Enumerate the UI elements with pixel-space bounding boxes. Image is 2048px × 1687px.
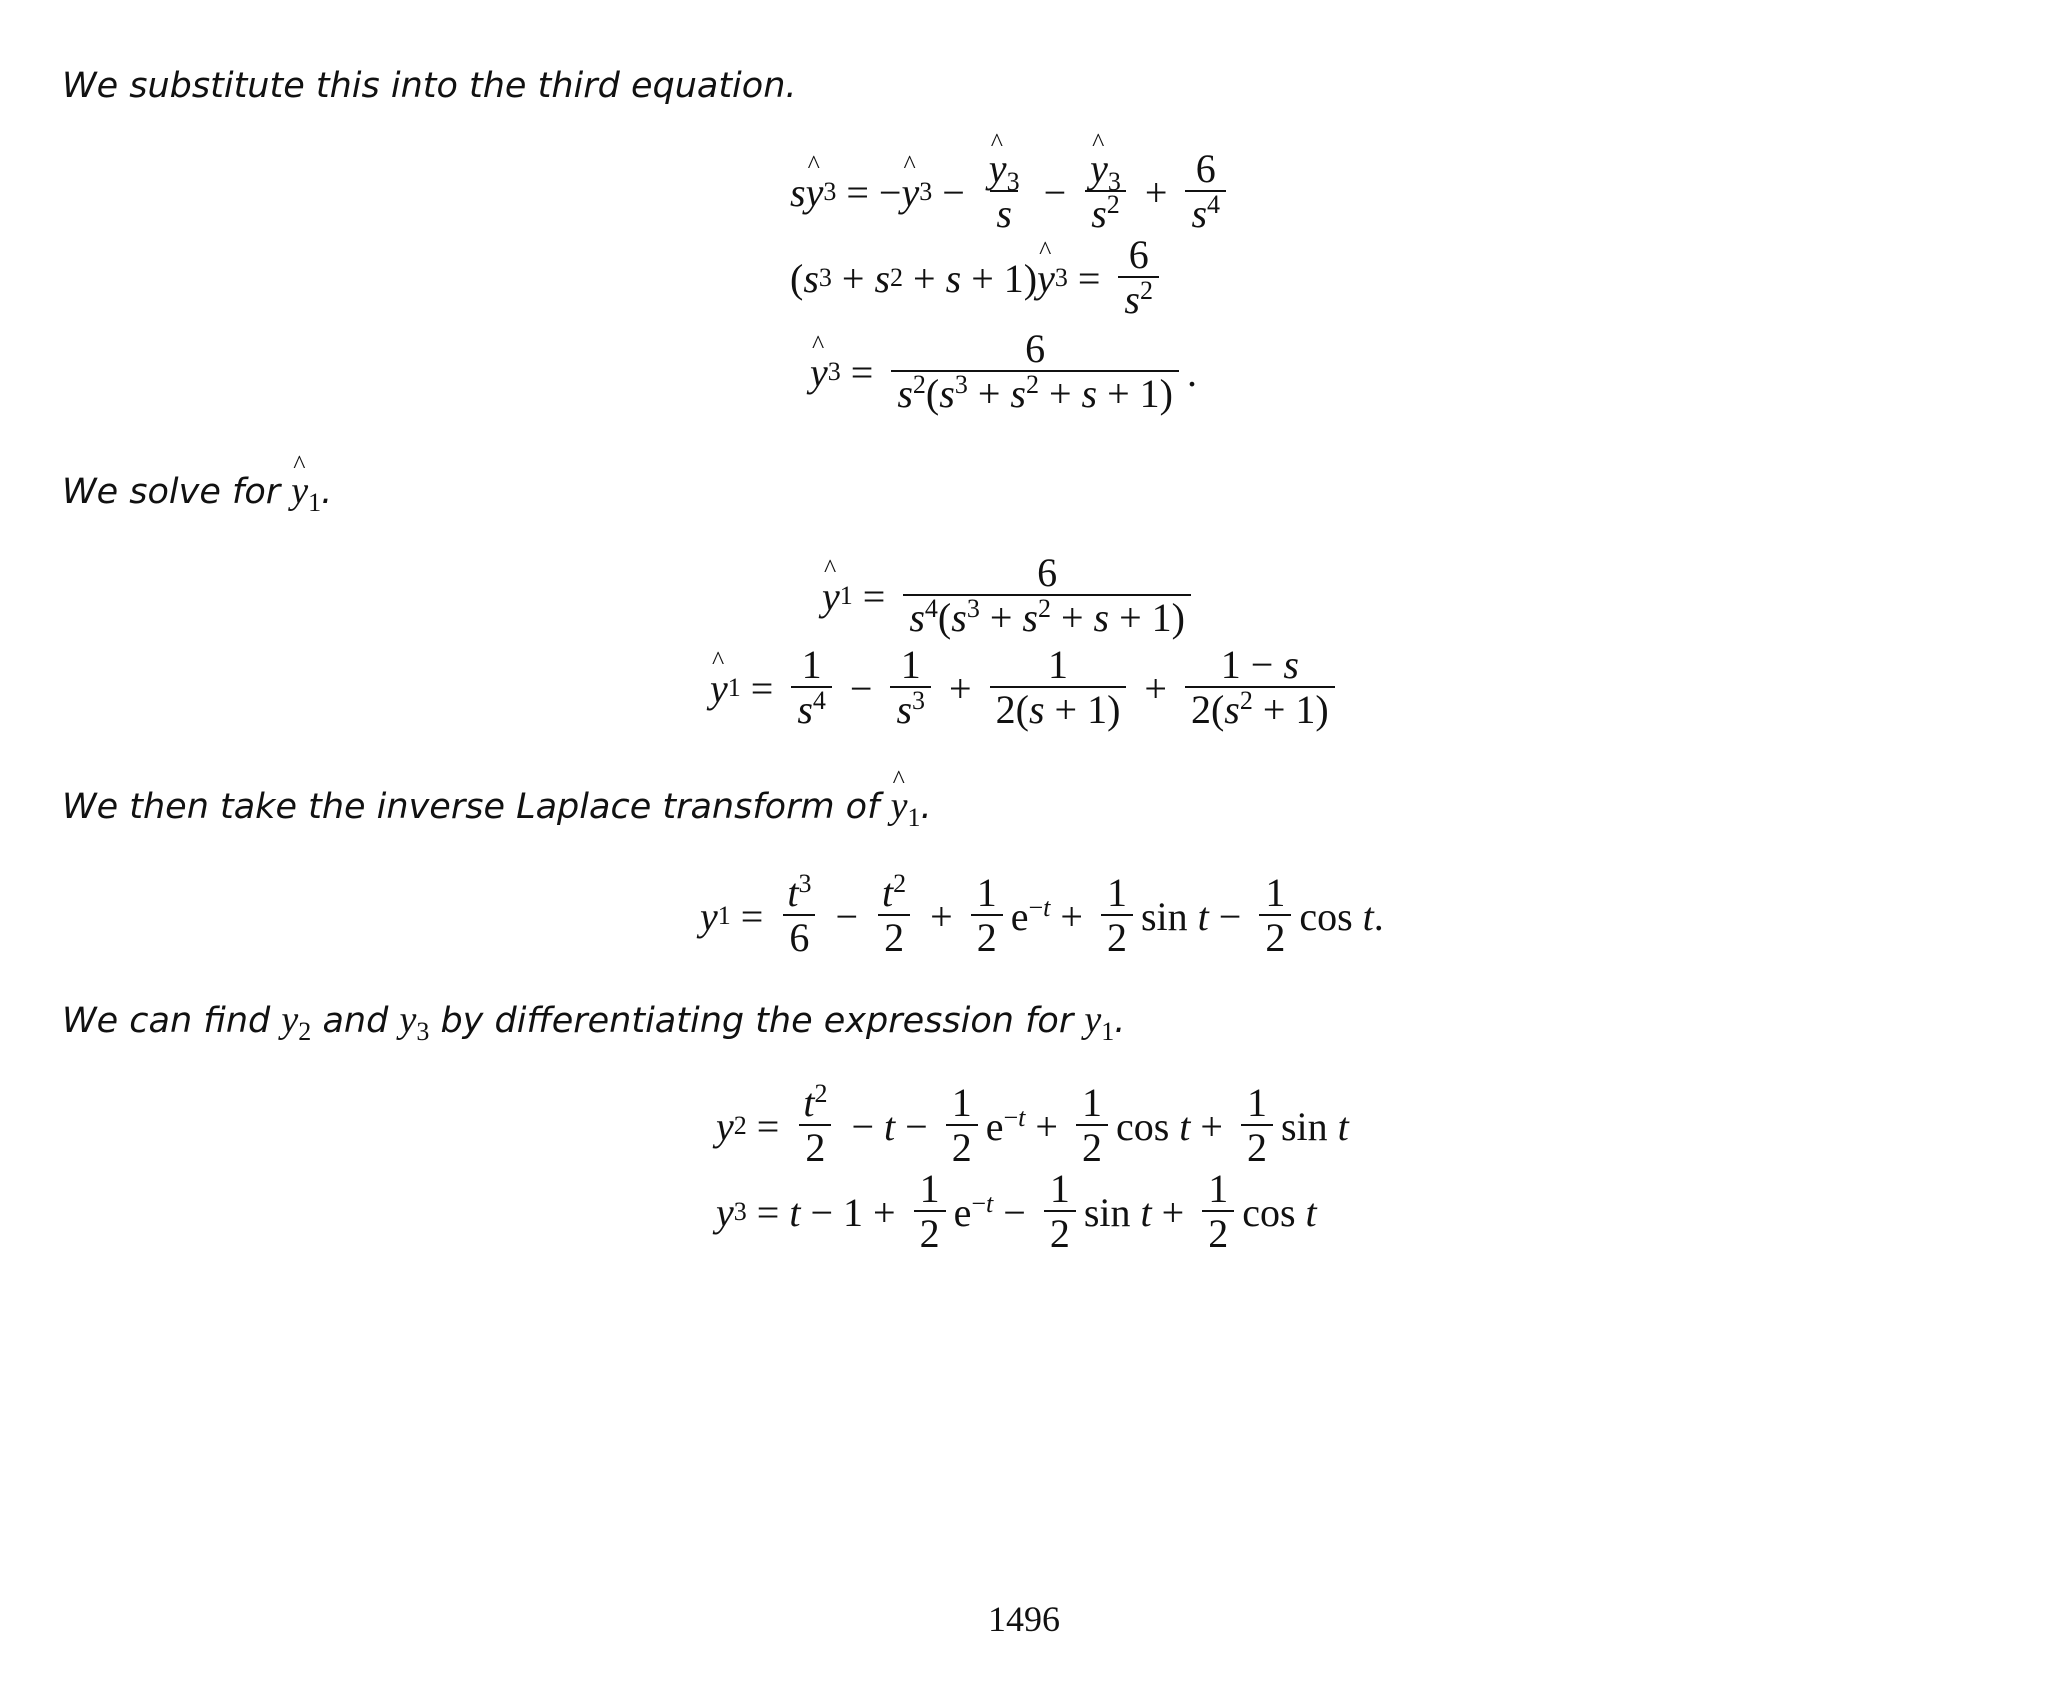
paragraph-differentiate: We can find $y_2$ and $y_3$ by differentiating the expression for $y_1$.: [62, 999, 1126, 1046]
paragraph-text: We can find: [62, 1001, 271, 1041]
equation-line: y 1 = $\frac{t^3}{6}$ − $\frac{t^2}{2}$ + $\frac{1}{2}$ $e^{-t}$ + $\frac{1}{2}$ sin t − $\frac{1}{2}$ cos t.: [700, 869, 1384, 960]
paragraph-text: We solve for: [62, 472, 281, 512]
equation-line: y 2 = $\frac{t^2}{2}$ − t − $\frac{1}{2}$ $e^{-t}$ + $\frac{1}{2}$ cos t + $\frac{1}{2}$ sin t: [716, 1079, 1349, 1170]
paragraph-text: by differentiating the expression for: [440, 1001, 1074, 1041]
page-number: 1496: [988, 1599, 1060, 1639]
equation-block-3: [700, 869, 1384, 960]
paragraph-text: We then take the inverse Laplace transform of: [62, 787, 880, 827]
paragraph-substitute: [62, 66, 797, 106]
equation-block-4: [716, 1079, 1349, 1256]
equation-block-1: [790, 148, 1234, 416]
equation-line: ( s 3 + s 2 + s + 1) ^ y 3 = $\frac{6}{s^2}$: [790, 234, 1234, 322]
equation-line: ^ y 3 = $\frac{6}{s^2(s^3 + s^2 + s + 1)}$ .: [790, 328, 1234, 416]
equation-block-2: [710, 552, 1343, 732]
paragraph-solve: We solve for ^ $y_1$.: [62, 469, 332, 513]
equation-line: ^ y 1 = $\frac{6}{s^4(s^3 + s^2 + s + 1)}$: [710, 552, 1343, 640]
paragraph-inverse-laplace: We then take the inverse Laplace transform of ^ $y_1$.: [62, 784, 932, 828]
equation-line: s ^ y 3 = − ^ y 3 − ^ $\frac{y_3}{s}$ − ^ $\frac{y_3}{s^2}$ + $\frac{6}{s^4}$: [790, 148, 1234, 236]
paragraph-text: and: [322, 1001, 389, 1041]
equation-line: ^ y 1 = $\frac{1}{s^4}$ − $\frac{1}{s^3}$ + $\frac{1}{2(s + 1)}$ + $\frac{1 - s}{2(s^2 + 1)}$: [710, 644, 1343, 732]
paragraph-text: We substitute this into the third equation.: [62, 66, 797, 106]
equation-line: y 3 = t − 1 + $\frac{1}{2}$ $e^{-t}$ − $\frac{1}{2}$ sin t + $\frac{1}{2}$ cos t: [716, 1166, 1317, 1256]
